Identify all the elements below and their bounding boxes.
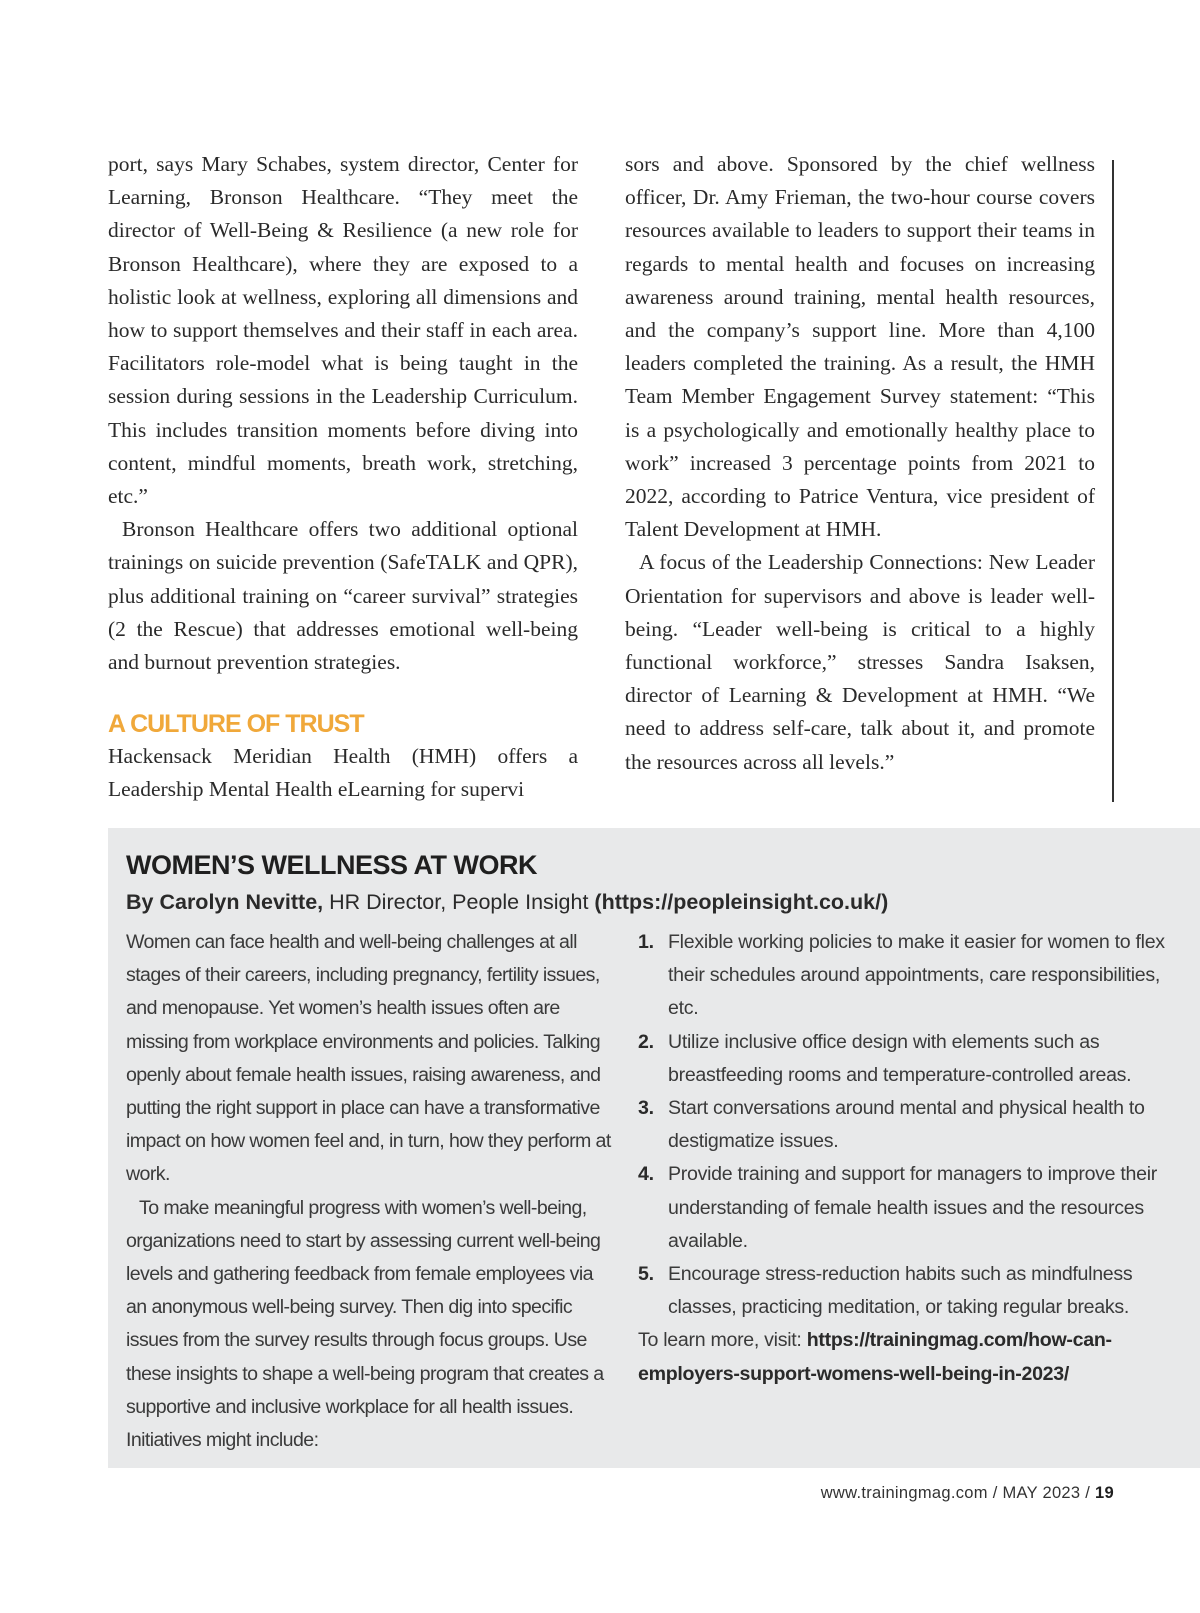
column-divider [1112,160,1114,802]
article-paragraph: sors and above. Sponsored by the chief wellness officer, Dr. Amy Frieman, the two-hour course covers resources available to leaders to support their teams in regards to mental health and focuses on increasing awareness around training, mental health resources, and the company’s support line. More than 4,100 leaders completed the training. As a result, the HMH Team Member Engagement Survey statement: “This is a psychologically and emotionally healthy place to work” increased 3 percentage points from 2021 to 2022, according to Patrice Ventura, vice president of Talent Development at HMH. [625,152,1095,542]
byline-role: HR Director, People Insight [323,890,595,914]
initiatives-list [638,926,1188,1324]
footer-site[interactable]: www.trainingmag.com / MAY 2023 / [820,1484,1096,1502]
list-item [638,1026,1188,1092]
list-item [638,1258,1188,1324]
sidebar-right-column [638,926,1188,1391]
byline-author: By Carolyn Nevitte, [126,890,324,914]
list-text: Utilize inclusive office design with elements such as breastfeeding rooms and temperature-controlled areas. [668,1030,1132,1086]
list-number: 1. [638,931,654,953]
article-paragraph: Bronson Healthcare offers two additional optional trainings on suicide prevention (SafeTALK and QPR), plus additional training on “career survival” strategies (2 the Rescue) that addresses emotional well-being and burnout prevention strategies. [108,517,578,675]
sidebar-title: WOMEN’S WELLNESS AT WORK [126,850,537,880]
article-paragraph: Hackensack Meridian Health (HMH) offers a Leadership Mental Health eLearning for supervi [108,744,578,802]
page-footer [821,1484,1114,1503]
list-text: Encourage stress-reduction habits such as mindfulness classes, practicing meditation, or taking regular breaks. [668,1263,1133,1319]
byline-url[interactable]: (https://peopleinsight.co.uk/) [594,890,889,914]
list-number: 3. [638,1097,654,1120]
sidebar-paragraph: Women can face health and well-being challenges at all stages of their careers, including pregnancy, fertility issues, and menopause. Yet women’s health issues often are missing from workplace environments and policies. Talking openly about female health issues, raising awareness, and putting the right support in place can have a transformative impact on how women feel and, in turn, how they perform at work. [126,931,611,1186]
article-column-left [108,148,578,807]
list-number: 2. [638,1030,654,1053]
article-paragraph: A focus of the Leadership Connections: New Leader Orientation for supervisors and above is leader well-being. “Leader well-being is critical to a highly functional workforce,” stresses Sandra Isaksen, director of Learning & Development at HMH. “We need to address self-care, talk about it, and promote the resources across all levels.” [625,550,1095,774]
sidebar-byline [126,890,888,915]
learn-more-label: To learn more, visit: [638,1329,807,1352]
article-paragraph: port, says Mary Schabes, system director, Center for Learning, Bronson Healthcare. “They meet the director of Well-Being & Resilience (a new role for Bronson Healthcare), where they are exposed to a holistic look at wellness, exploring all dimensions and how to support themselves and their staff in each area. Facilitators role-model what is being taught in the session during sessions in the Leadership Curriculum. This includes transition moments before diving into content, mindful moments, breath work, stretching, etc.” [108,152,578,509]
article-column-right [625,148,1095,779]
sidebar-box [108,828,1200,1468]
learn-more [638,1324,1188,1390]
sidebar-paragraph: To make meaningful progress with women’s well-being, organizations need to start by assessing current well-being levels and gathering feedback from female employees via an anonymous well-being survey. Then dig into specific issues from the survey results through focus groups. Use these insights to shape a well-being program that creates a supportive and inclusive workplace for all health issues. Initiatives might include: [126,1196,604,1452]
list-text: Flexible working policies to make it easier for women to flex their schedules around appointments, care responsibilities, etc. [668,931,1165,1020]
list-number: 4. [638,1163,654,1186]
sidebar-left-column [126,926,616,1457]
list-item [638,1158,1188,1258]
learn-more-link[interactable]: https://trainingmag.com/how-can-employers-support-womens-well-being-in-2023/ [638,1329,1112,1385]
list-text: Provide training and support for managers to improve their understanding of female health issues and the resources available. [668,1163,1158,1252]
list-number: 5. [638,1263,654,1286]
section-heading: A CULTURE OF TRUST [108,710,364,739]
list-text: Start conversations around mental and physical health to destigmatize issues. [668,1097,1145,1153]
page-number: 19 [1095,1484,1114,1502]
list-item [638,926,1188,1026]
list-item [638,1092,1188,1158]
